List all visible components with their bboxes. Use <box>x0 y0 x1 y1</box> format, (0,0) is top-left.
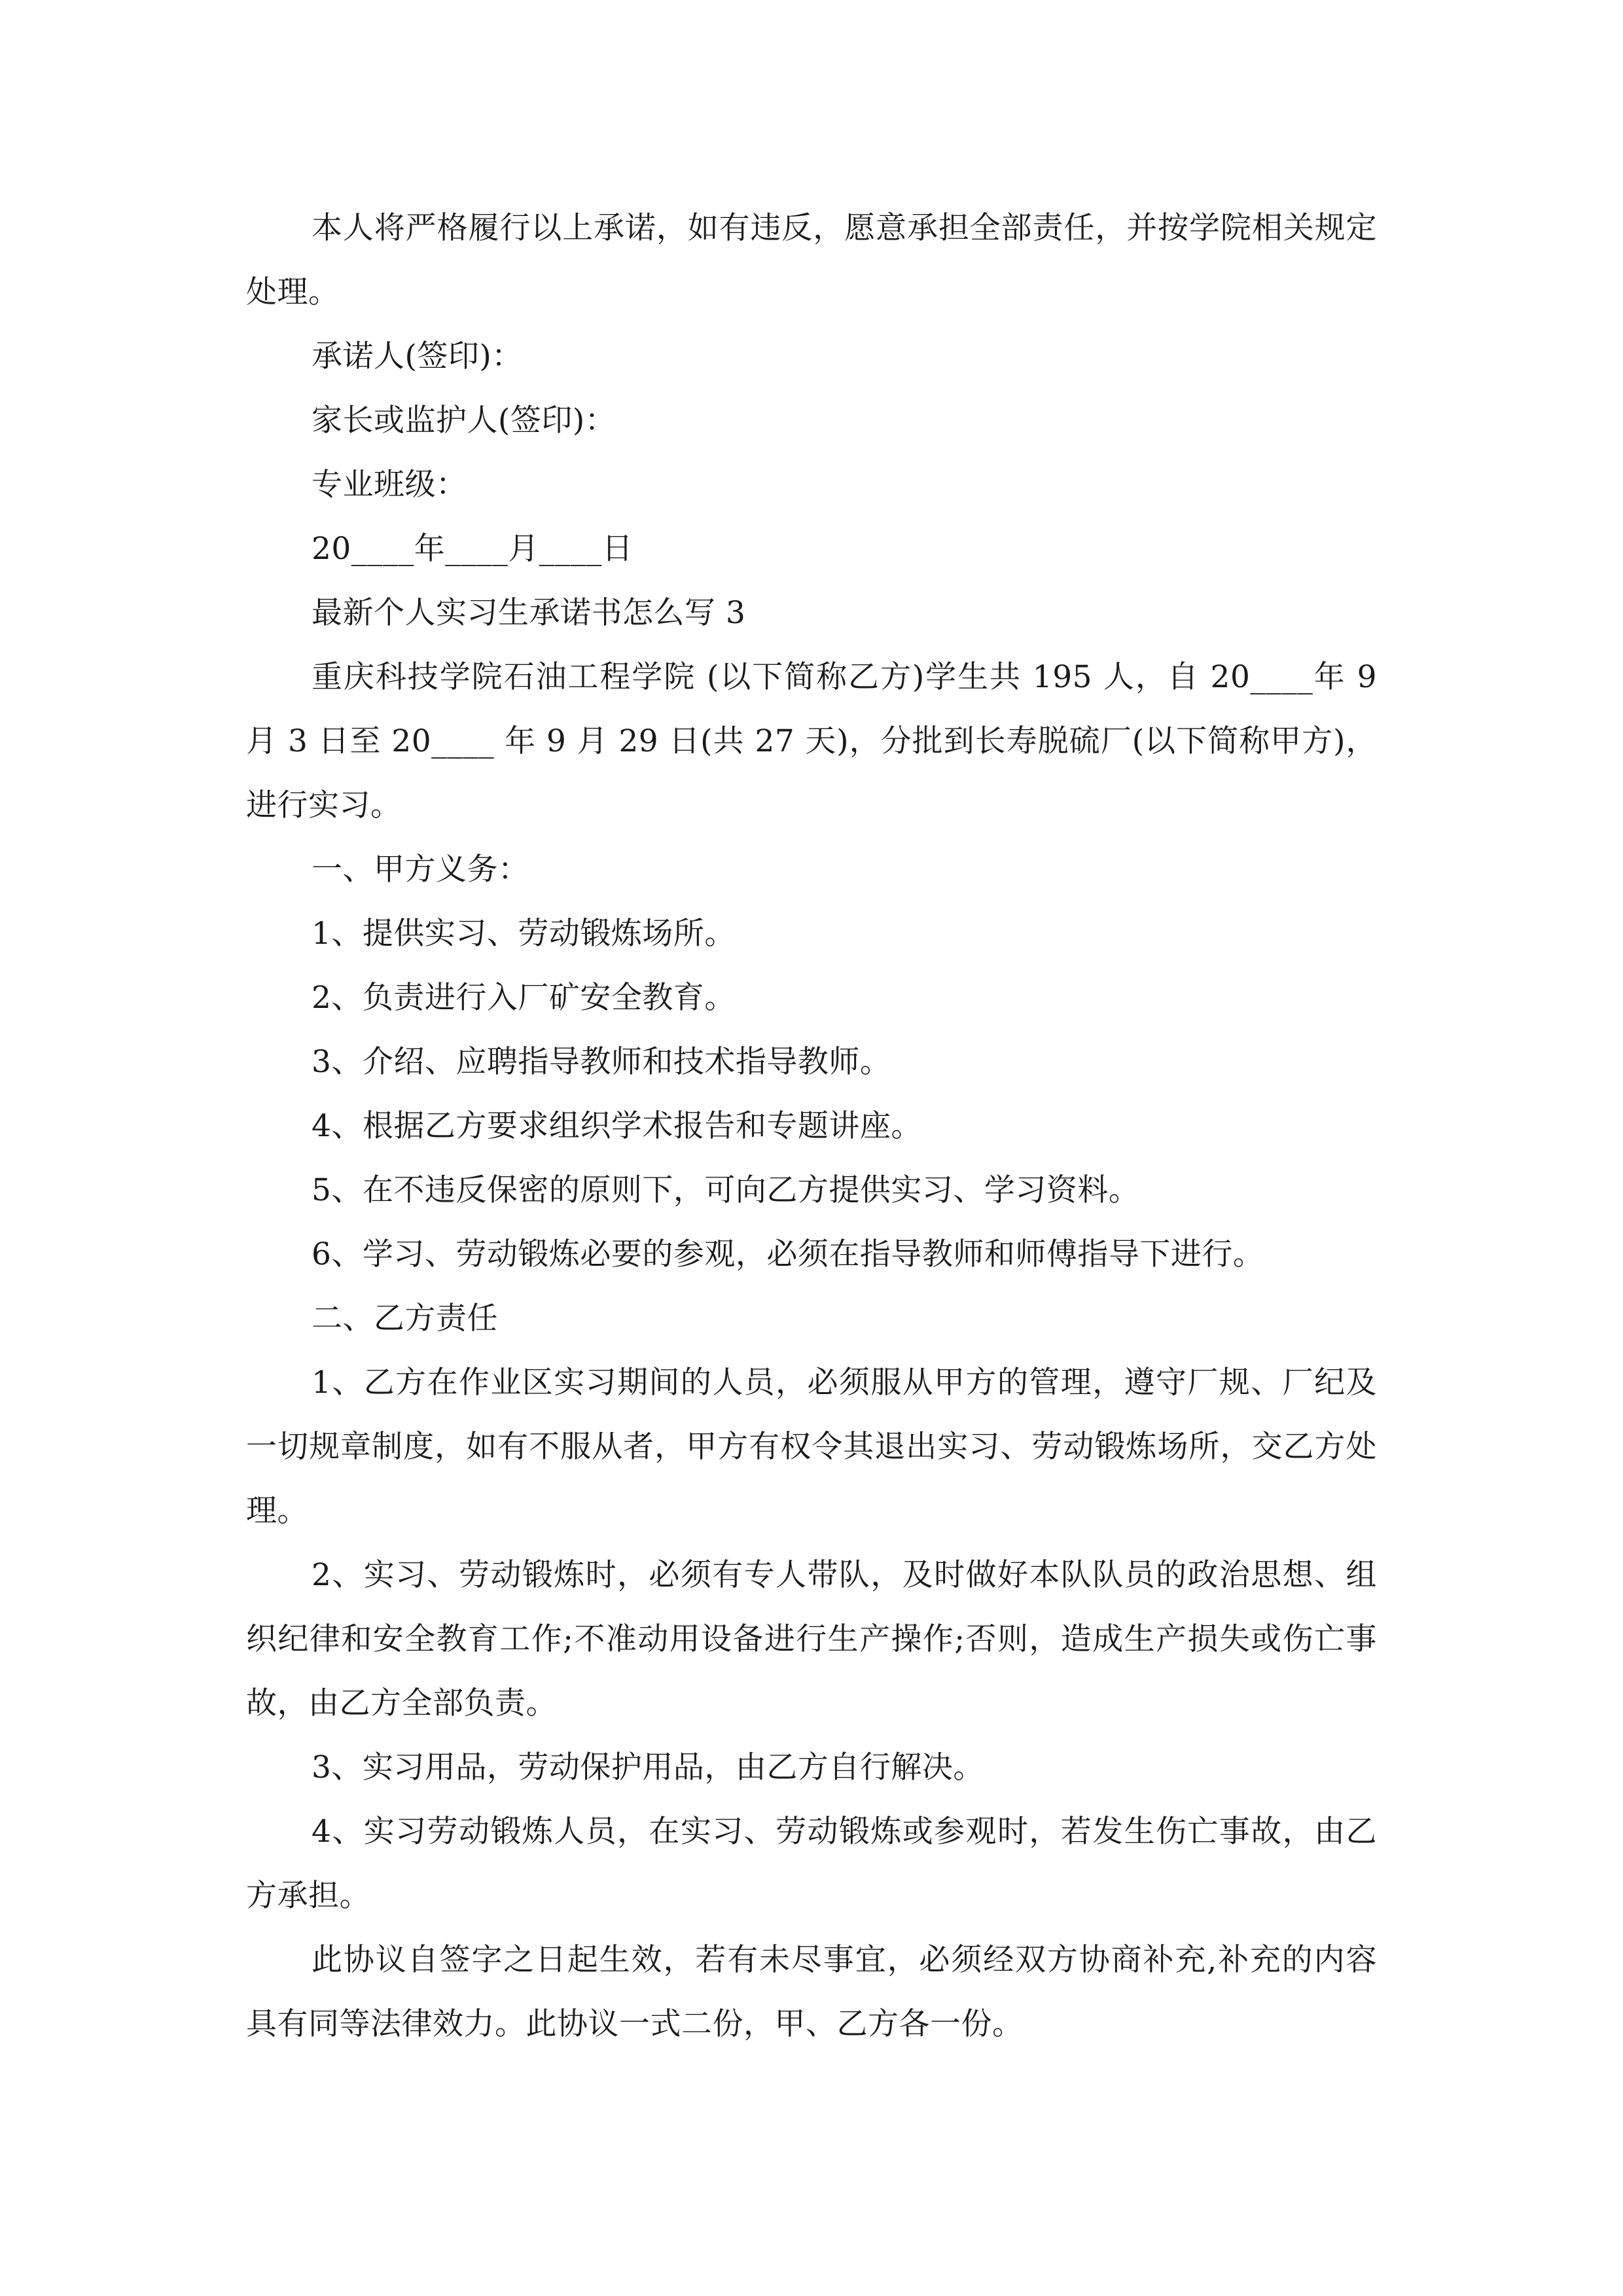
list-item-party-a-4: 4、根据乙方要求组织学术报告和专题讲座。 <box>312 1108 922 1144</box>
paragraph-agreement-closing: 此协议自签字之日起生效，若有未尽事宜，必须经双方协商补充,补充的内容具有同等法律效力。此协议一式二份，甲、乙方各一份。 <box>246 1942 1377 2042</box>
paragraph-agreement-intro: 重庆科技学院石油工程学院 (以下简称乙方)学生共 195 人，自 20____年 9 月 3 日至 20____ 年 9 月 29 日(共 27 天)，分批到长寿脱硫厂(以下简称甲方)，进行实习。 <box>246 659 1377 823</box>
list-item-party-b-3: 3、实习用品，劳动保护用品，由乙方自行解决。 <box>312 1749 984 1785</box>
heading-party-b-responsibilities: 二、乙方责任 <box>312 1300 498 1336</box>
heading-party-a-obligations: 一、甲方义务： <box>312 852 529 888</box>
list-item-party-a-1: 1、提供实习、劳动锻炼场所。 <box>312 916 736 952</box>
list-item-party-a-5: 5、在不违反保密的原则下，可向乙方提供实习、学习资料。 <box>312 1172 1140 1208</box>
list-item-party-a-3: 3、介绍、应聘指导教师和技术指导教师。 <box>312 1044 891 1080</box>
paragraph-major-class: 专业班级： <box>312 467 467 503</box>
paragraph-guardian-signature: 家长或监护人(签印)： <box>312 403 616 439</box>
paragraph-date-line: 20____年____月____日 <box>312 531 633 567</box>
paragraph-promisor-signature: 承诺人(签印)： <box>312 338 523 374</box>
list-item-party-a-2: 2、负责进行入厂矿安全教育。 <box>312 980 736 1016</box>
list-item-party-b-2: 2、实习、劳动锻炼时，必须有专人带队，及时做好本队队员的政治思想、组织纪律和安全教育工作;不准动用设备进行生产操作;否则，造成生产损失或伤亡事故，由乙方全部负责。 <box>246 1557 1377 1721</box>
paragraph-commitment-statement: 本人将严格履行以上承诺，如有违反，愿意承担全部责任，并按学院相关规定处理。 <box>246 210 1377 310</box>
list-item-party-b-1: 1、乙方在作业区实习期间的人员，必须服从甲方的管理，遵守厂规、厂纪及一切规章制度，如有不服从者，甲方有权令其退出实习、劳动锻炼场所，交乙方处理。 <box>246 1365 1377 1529</box>
list-item-party-a-6: 6、学习、劳动锻炼必要的参观，必须在指导教师和师傅指导下进行。 <box>312 1236 1264 1272</box>
list-item-party-b-4: 4、实习劳动锻炼人员，在实习、劳动锻炼或参观时，若发生伤亡事故，由乙方承担。 <box>246 1814 1377 1914</box>
section-heading: 最新个人实习生承诺书怎么写 3 <box>312 595 746 631</box>
document-body <box>246 196 1377 2056</box>
